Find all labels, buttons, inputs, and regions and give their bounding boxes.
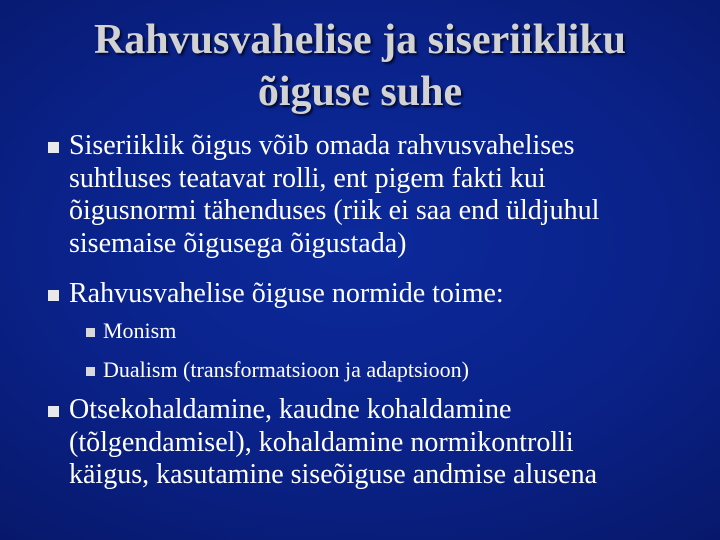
bullet-2-text	[69, 278, 504, 311]
slide-title	[0, 14, 720, 118]
square-bullet-icon	[48, 290, 59, 301]
sub-bullet-2-text: Dualism (transformatsioon ja adaptsioon)	[103, 357, 469, 382]
bullet-3-text	[69, 394, 597, 492]
slide-title-line-1: Rahvusvahelise ja siseriikliku	[93, 17, 627, 63]
sub-bullet-1-text: Monism	[103, 318, 177, 343]
bullet-1-line-1: Siseriiklik õigus võib omada rahvusvahelises	[69, 130, 575, 161]
square-bullet-icon	[86, 367, 95, 376]
bullet-3-line-1: Otsekohaldamine, kaudne kohaldamine	[69, 394, 512, 425]
square-bullet-icon	[48, 142, 59, 153]
bullet-3-line-3: käigus, kasutamine siseõiguse andmise alusena	[69, 459, 597, 490]
square-bullet-icon	[86, 328, 95, 337]
bullet-1-line-3: õigusnormi tähenduses (riik ei saa end üldjuhul	[69, 195, 600, 226]
square-bullet-icon	[48, 406, 59, 417]
bullet-1-text	[69, 130, 599, 260]
slide-title-line-2: õiguse suhe	[257, 69, 463, 115]
bullet-1-line-4: sisemaise õigusega õigustada)	[69, 227, 407, 259]
bullet-2-line-1: Rahvusvahelise õiguse normide toime:	[69, 278, 504, 309]
bullet-1-line-2: suhtluses teatavat rolli, ent pigem fakti kui	[69, 162, 546, 194]
bullet-3-line-2: (tõlgendamisel), kohaldamine normikontrolli	[69, 426, 574, 458]
